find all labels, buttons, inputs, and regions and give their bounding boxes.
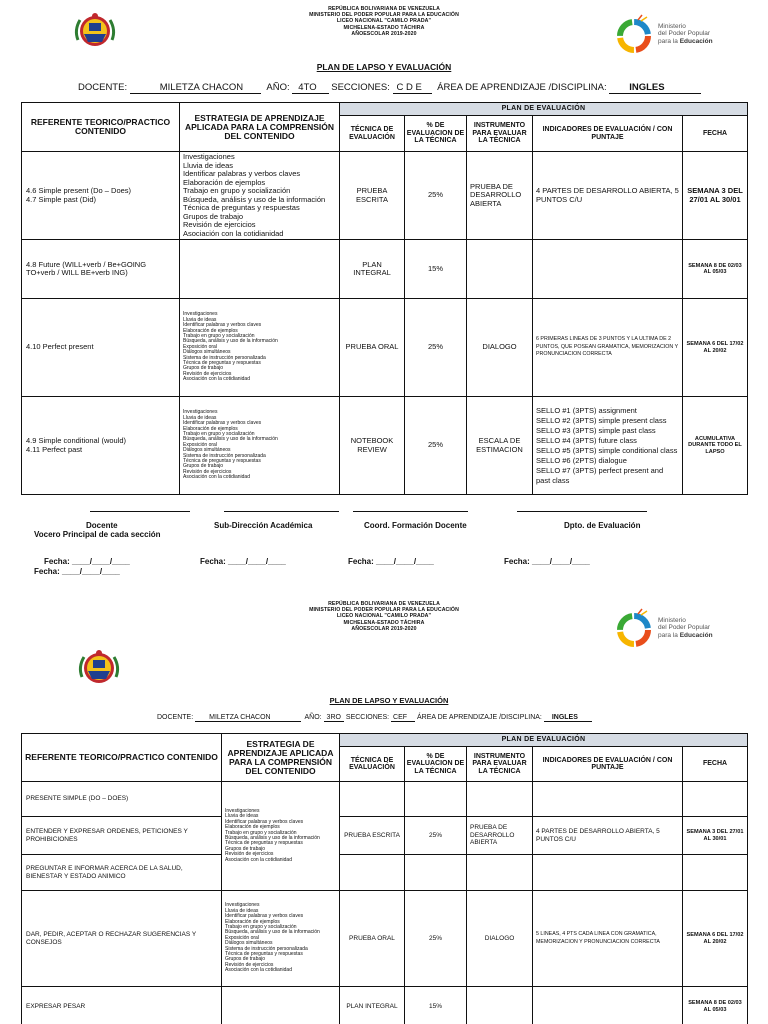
school-header-2: REPÚBLICA BOLIVARIANA DE VENEZUELA MINISTERIO DEL PODER POPULAR PARA LA EDUCACIÓN LICEO NACIONAL "CAMILO PRADA" MICHELENA-ESTADO TÁCHIRA AÑOESCOLAR 2019-2020 xyxy=(309,601,459,632)
tecnica-cell xyxy=(340,782,405,817)
estrategia-cell xyxy=(222,987,340,1024)
header-referente: REFERENTE TEORICO/PRACTICO CONTENIDO xyxy=(22,103,180,152)
indicadores-cell: SELLO #1 (3PTS) assignment SELLO #2 (3PTS) simple present class SELLO #3 (3PTS) simple past class SELLO #4 (3PTS) future class SELLO #5 (3PTS) simple conditional class SELLO #6 (2PTS) dialogue SELLO #7 (3PTS) perfect present and past class xyxy=(533,397,683,495)
contenido-cell: 4.8 Future (WILL+verb / Be+GOING TO+verb / WILL BE+verb ING) xyxy=(22,240,180,299)
indicadores-cell xyxy=(533,240,683,299)
school-seal-logo-2 xyxy=(76,646,122,690)
table-row xyxy=(22,782,748,817)
fecha-cell: ACUMULATIVA DURANTE TODO EL LAPSO xyxy=(683,397,748,495)
secciones-value-2: CEF xyxy=(391,714,415,722)
fecha-cell: SEMANA 3 DEL 27/01 AL 30/01 xyxy=(683,152,748,240)
porcentaje-cell: 25% xyxy=(405,299,467,397)
signature-dpto: Dpto. de Evaluación xyxy=(564,521,641,530)
contenido-cell: 4.10 Perfect present xyxy=(22,299,180,397)
tecnica-cell: NOTEBOOK REVIEW xyxy=(340,397,405,495)
header-tecnica-2: TÉCNICA DE EVALUACIÓN xyxy=(340,747,405,782)
tecnica-cell: PRUEBA ESCRITA xyxy=(340,817,405,855)
instrumento-cell: ESCALA DE ESTIMACION xyxy=(467,397,533,495)
contenido-cell: 4.9 Simple conditional (would) 4.11 Perfect past xyxy=(22,397,180,495)
estrategia-cell: Investigaciones Lluvia de ideas Identificar palabras y verbos claves Elaboración de ejemplos Trabajo en grupo y socialización Búsqueda, análisis y uso de la información Exposición oral Diálogos simultáneos Sistema de instrucción personalizada Técnica de preguntas y respuestas Grupos de trabajo Revisión de ejercicios Asociación con la cotidianidad xyxy=(222,891,340,987)
porcentaje-cell: 25% xyxy=(405,817,467,855)
porcentaje-cell: 15% xyxy=(405,240,467,299)
fecha-cell: SEMANA 6 DEL 17/02 AL 20/02 xyxy=(683,299,748,397)
signature-coord: Coord. Formación Docente xyxy=(364,521,467,530)
estrategia-cell xyxy=(180,240,340,299)
fecha-cell: SEMANA 8 DE 02/03 AL 05/03 xyxy=(683,987,748,1024)
fecha-line-1: Fecha: ____/____/____ xyxy=(44,557,130,566)
indicadores-cell: 5 LINEAS, 4 PTS CADA LINEA CON GRAMATICA, MEMORIZACION Y PRONUNCIACION CORRECTA xyxy=(533,891,683,987)
indicadores-cell xyxy=(533,855,683,891)
docente-value-2: MILETZA CHACON xyxy=(195,714,300,722)
estrategia-cell: Investigaciones Lluvia de ideas Identificar palabras y verbos claves Elaboración de ejemplos Trabajo en grupo y socialización Búsqueda, análisis y uso de la información Exposición oral Diálogos simultáneos Sistema de instrucción personalizada Técnica de preguntas y respuestas Grupos de trabajo Revisión de ejercicios Asociación con la cotidianidad xyxy=(180,299,340,397)
ministry-ring-icon xyxy=(614,14,654,54)
instrumento-cell xyxy=(467,240,533,299)
instrumento-cell: DIALOGO xyxy=(467,299,533,397)
anio-value-2: 3RO xyxy=(324,714,344,722)
contenido-cell: PREGUNTAR E INFORMAR ACERCA DE LA SALUD, BIENESTAR Y ESTADO ANIMICO xyxy=(22,855,222,891)
estrategia-cell: Investigaciones Lluvia de ideas Identificar palabras y verbos claves Elaboración de ejemplos Trabajo en grupo y socialización Búsqueda, análisis y uso de la información Técnica de preguntas y respuestas Grupos de trabajo Revisión de ejercicios Asociación con la cotidianidad xyxy=(222,782,340,891)
fecha-line-3: Fecha: ____/____/____ xyxy=(200,557,286,566)
indicadores-cell: 6 PRIMERAS LINEAS DE 3 PUNTOS Y LA ULTIMA DE 2 PUNTOS, QUE POSEAN GRAMATICA, MEMORIZACION Y PRONUNCIACION CORRECTA xyxy=(533,299,683,397)
header-fecha-2: FECHA xyxy=(683,747,748,782)
header-porcentaje: % DE EVALUACION DE LA TÉCNICA xyxy=(405,116,467,152)
header-estrategia-2: ESTRATEGIA DE APRENDIZAJE APLICADA PARA LA COMPRENSIÓN DEL CONTENIDO xyxy=(222,734,340,782)
signature-line-docente xyxy=(90,511,190,512)
table-row xyxy=(22,891,748,987)
fecha-cell: SEMANA 6 DEL 17/02 AL 20/02 xyxy=(683,891,748,987)
fecha-cell xyxy=(683,855,748,891)
fecha-cell: SEMANA 8 DE 02/03 AL 05/03 xyxy=(683,240,748,299)
table-row xyxy=(22,817,748,855)
indicadores-cell xyxy=(533,782,683,817)
ministry-logo-text: Ministerio del Poder Popular para la Educación xyxy=(658,616,713,639)
ministry-logo-text: Ministerio del Poder Popular para la Educación xyxy=(658,22,713,45)
header-fecha: FECHA xyxy=(683,116,748,152)
tecnica-cell: PRUEBA ESCRITA xyxy=(340,152,405,240)
tecnica-cell: PLAN INTEGRAL xyxy=(340,240,405,299)
table-row xyxy=(22,397,748,495)
table-row xyxy=(22,240,748,299)
area-value-2: INGLES xyxy=(544,714,592,722)
table-row xyxy=(22,987,748,1024)
porcentaje-cell: 25% xyxy=(405,891,467,987)
estrategia-cell: Investigaciones Lluvia de ideas Identificar palabras y verbos claves Elaboración de ejemplos Trabajo en grupo y socialización Búsqueda, análisis y uso de la información Exposición oral Diálogos simultáneos Sistema de instrucción personalizada Técnica de preguntas y respuestas Grupos de trabajo Revisión de ejercicios Asociación con la cotidianidad xyxy=(180,397,340,495)
instrumento-cell: PRUEBA DE DESARROLLO ABIERTA xyxy=(467,152,533,240)
signature-line-dpto xyxy=(517,511,647,512)
fecha-cell xyxy=(683,782,748,817)
plan2-table xyxy=(21,733,748,1024)
table-row xyxy=(22,152,748,240)
signature-line-coord xyxy=(353,511,468,512)
signature-vocero: Vocero Principal de cada sección xyxy=(34,530,161,539)
contenido-cell: 4.6 Simple present (Do – Does) 4.7 Simple past (Did) xyxy=(22,152,180,240)
contenido-cell: ENTENDER Y EXPRESAR ORDENES, PETICIONES Y PROHIBICIONES xyxy=(22,817,222,855)
header-plan-2: PLAN DE EVALUACIÓN xyxy=(340,734,748,747)
contenido-cell: PRESENTE SIMPLE (DO – DOES) xyxy=(22,782,222,817)
header-plan: PLAN DE EVALUACIÓN xyxy=(340,103,748,116)
header-porcentaje-2: % DE EVALUACION DE LA TÉCNICA xyxy=(405,747,467,782)
signature-subdireccion: Sub-Dirección Académica xyxy=(214,521,313,530)
tecnica-cell xyxy=(340,855,405,891)
header-tecnica: TÉCNICA DE EVALUACIÓN xyxy=(340,116,405,152)
plan2-title: PLAN DE LAPSO Y EVALUACIÓN xyxy=(329,696,449,705)
porcentaje-cell: 15% xyxy=(405,987,467,1024)
signature-docente: Docente xyxy=(86,521,118,530)
secciones-value: C D E xyxy=(393,82,432,94)
instrumento-cell xyxy=(467,987,533,1024)
instrumento-cell: PRUEBA DE DESARROLLO ABIERTA xyxy=(467,817,533,855)
fecha-cell: SEMANA 3 DEL 27/01 AL 30/01 xyxy=(683,817,748,855)
header-instrumento-2: INSTRUMENTO PARA EVALUAR LA TÉCNICA xyxy=(467,747,533,782)
table-row xyxy=(22,299,748,397)
porcentaje-cell xyxy=(405,855,467,891)
indicadores-cell: 4 PARTES DE DESARROLLO ABIERTA, 5 PUNTOS C/U xyxy=(533,817,683,855)
area-value: INGLES xyxy=(609,82,700,94)
header-instrumento: INSTRUMENTO PARA EVALUAR LA TÉCNICA xyxy=(467,116,533,152)
tecnica-cell: PRUEBA ORAL xyxy=(340,299,405,397)
fecha-line-4: Fecha: ____/____/____ xyxy=(348,557,434,566)
table-row xyxy=(22,855,748,891)
instrumento-cell xyxy=(467,855,533,891)
estrategia-cell: Investigaciones Lluvia de ideas Identificar palabras y verbos claves Elaboración de ejemplos Trabajo en grupo y socialización Búsqueda, análisis y uso de la información Técnica de preguntas y respuestas Grupos de trabajo Revisión de ejercicios Asociación con la cotidianidad xyxy=(180,152,340,240)
fecha-line-5: Fecha: ____/____/____ xyxy=(504,557,590,566)
school-seal-logo xyxy=(72,10,118,52)
porcentaje-cell: 25% xyxy=(405,152,467,240)
plan1-title: PLAN DE LAPSO Y EVALUACIÓN xyxy=(316,62,452,72)
contenido-cell: DAR, PEDIR, ACEPTAR O RECHAZAR SUGERENCIAS Y CONSEJOS xyxy=(22,891,222,987)
header-estrategia: ESTRATEGIA DE APRENDIZAJE APLICADA PARA LA COMPRENSIÓN DEL CONTENIDO xyxy=(180,103,340,152)
tecnica-cell: PLAN INTEGRAL xyxy=(340,987,405,1024)
porcentaje-cell: 25% xyxy=(405,397,467,495)
header-indicadores: INDICADORES DE EVALUACIÓN / CON PUNTAJE xyxy=(533,116,683,152)
fecha-line-2: Fecha: ____/____/____ xyxy=(34,567,120,576)
indicadores-cell xyxy=(533,987,683,1024)
plan1-docente-line: DOCENTE: MILETZA CHACON AÑO: 4TO SECCIONES: C D E ÁREA DE APRENDIZAJE /DISCIPLINA: INGLES xyxy=(78,82,701,93)
header-referente-2: REFERENTE TEORICO/PRACTICO CONTENIDO xyxy=(22,734,222,782)
ministry-ring-icon xyxy=(614,608,654,648)
instrumento-cell xyxy=(467,782,533,817)
signature-line-subdireccion xyxy=(224,511,339,512)
plan1-table xyxy=(21,102,748,495)
plan2-docente-line: DOCENTE: MILETZA CHACON AÑO: 3RO SECCIONES: CEF ÁREA DE APRENDIZAJE /DISCIPLINA: INGLES xyxy=(157,714,592,721)
header-indicadores-2: INDICADORES DE EVALUACIÓN / CON PUNTAJE xyxy=(533,747,683,782)
ministry-logo xyxy=(614,14,713,54)
porcentaje-cell xyxy=(405,782,467,817)
instrumento-cell: DIALOGO xyxy=(467,891,533,987)
anio-value: 4TO xyxy=(292,82,328,94)
tecnica-cell: PRUEBA ORAL xyxy=(340,891,405,987)
docente-value: MILETZA CHACON xyxy=(130,82,261,94)
ministry-logo-2 xyxy=(614,608,713,648)
indicadores-cell: 4 PARTES DE DESARROLLO ABIERTA, 5 PUNTOS C/U xyxy=(533,152,683,240)
school-header: REPÚBLICA BOLIVARIANA DE VENEZUELA MINISTERIO DEL PODER POPULAR PARA LA EDUCACIÓN LICEO NACIONAL "CAMILO PRADA" MICHELENA-ESTADO TÁCHIRA AÑOESCOLAR 2019-2020 xyxy=(309,6,459,37)
contenido-cell: EXPRESAR PESAR xyxy=(22,987,222,1024)
